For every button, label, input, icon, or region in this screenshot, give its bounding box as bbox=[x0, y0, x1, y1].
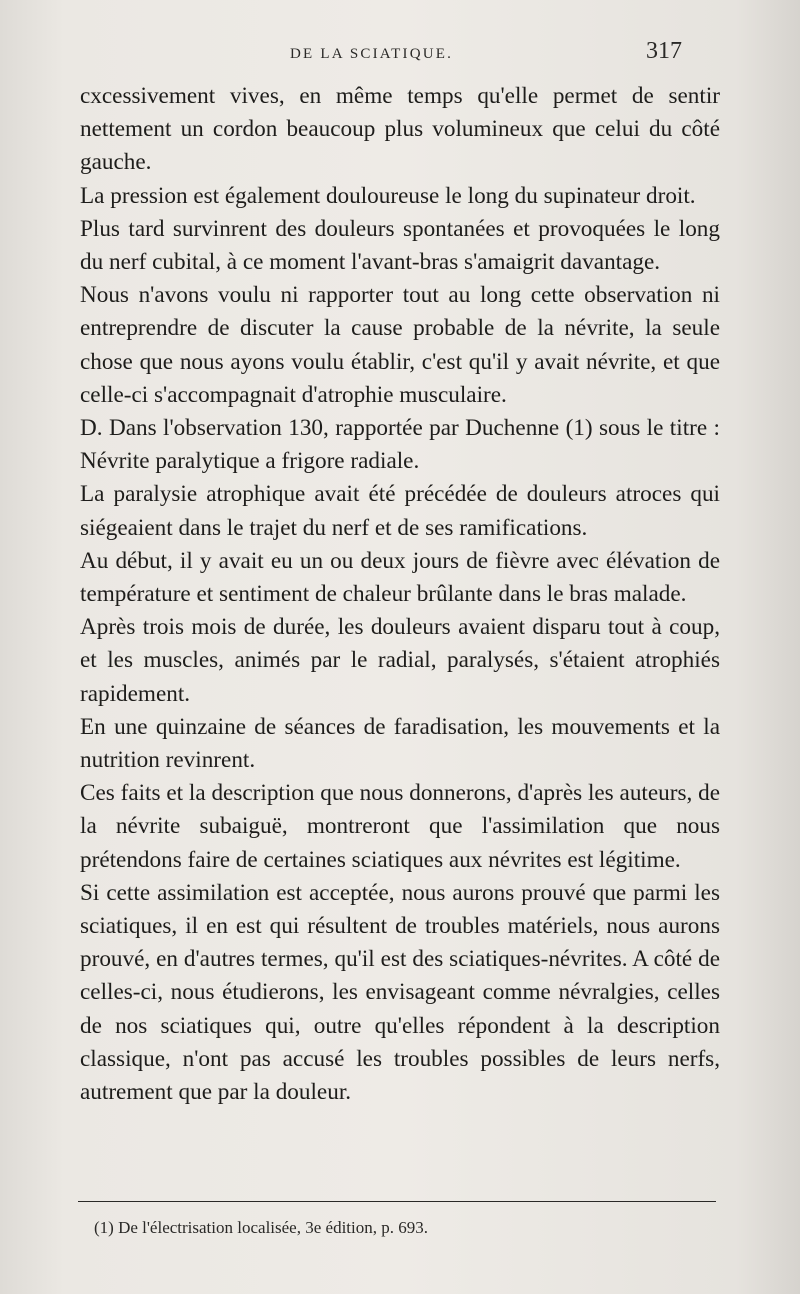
paragraph-4: Nous n'avons voulu ni rapporter tout au long cette observation ni entreprendre de discuter la cause probable de la névrite, la seule chose que nous ayons voulu établir, c'est qu'il y avait névrite, et que celle-ci s'accompagnait d'atrophie musculaire. bbox=[80, 282, 720, 408]
footnote-rule bbox=[78, 1201, 716, 1202]
running-head: DE LA SCIATIQUE. bbox=[290, 46, 454, 62]
paragraph-6: La paralysie atrophique avait été précédée de douleurs atroces qui siégeaient dans le trajet du nerf et de ses ramifications. bbox=[80, 481, 720, 541]
paragraph-8: Après trois mois de durée, les douleurs avaient disparu tout à coup, et les muscles, animés par le radial, paralysés, s'étaient atrophiés rapidement. bbox=[80, 614, 720, 707]
paragraph-10: Ces faits et la description que nous donnerons, d'après les auteurs, de la névrite subaiguë, montreront que l'assimilation que nous prétendons faire de certaines sciatiques aux névrites est légitime. bbox=[80, 780, 720, 873]
footnote: (1) De l'électrisation localisée, 3e édition, p. 693. bbox=[94, 1218, 428, 1237]
paragraph-11: Si cette assimilation est acceptée, nous aurons prouvé que parmi les sciatiques, il en est qui résultent de troubles matériels, nous aurons prouvé, en d'autres termes, qu'il est des sciatiques-névrites. A côté de celles-ci, nous étudierons, les envisageant comme névralgies, celles de nos sciatiques qui, outre qu'elles répondent à la description classique, n'ont pas accusé les troubles possibles de leurs nerfs, autrement que par la douleur. bbox=[80, 879, 720, 1106]
paragraph-3: Plus tard survinrent des douleurs spontanées et provoquées le long du nerf cubital, à ce moment l'avant-bras s'amaigrit davantage. bbox=[80, 215, 720, 276]
paragraph-7: Au début, il y avait eu un ou deux jours de fièvre avec élévation de température et sentiment de chaleur brûlante dans le bras malade. bbox=[80, 547, 720, 608]
paragraph-1: cxcessivement vives, en même temps qu'elle permet de sentir nettement un cordon beaucoup plus volumineux que celui du côté gauche. bbox=[80, 83, 720, 176]
paragraph-2: La pression est également douloureuse le long du supinateur droit. bbox=[80, 182, 696, 209]
paragraph-5: D. Dans l'observation 130, rapportée par Duchenne (1) sous le titre : Névrite paralytique a frigore radiale. bbox=[80, 415, 720, 475]
paragraph-9: En une quinzaine de séances de faradisation, les mouvements et la nutrition revinrent. bbox=[80, 713, 720, 774]
body-text bbox=[80, 80, 720, 1109]
page-number: 317 bbox=[646, 38, 682, 64]
